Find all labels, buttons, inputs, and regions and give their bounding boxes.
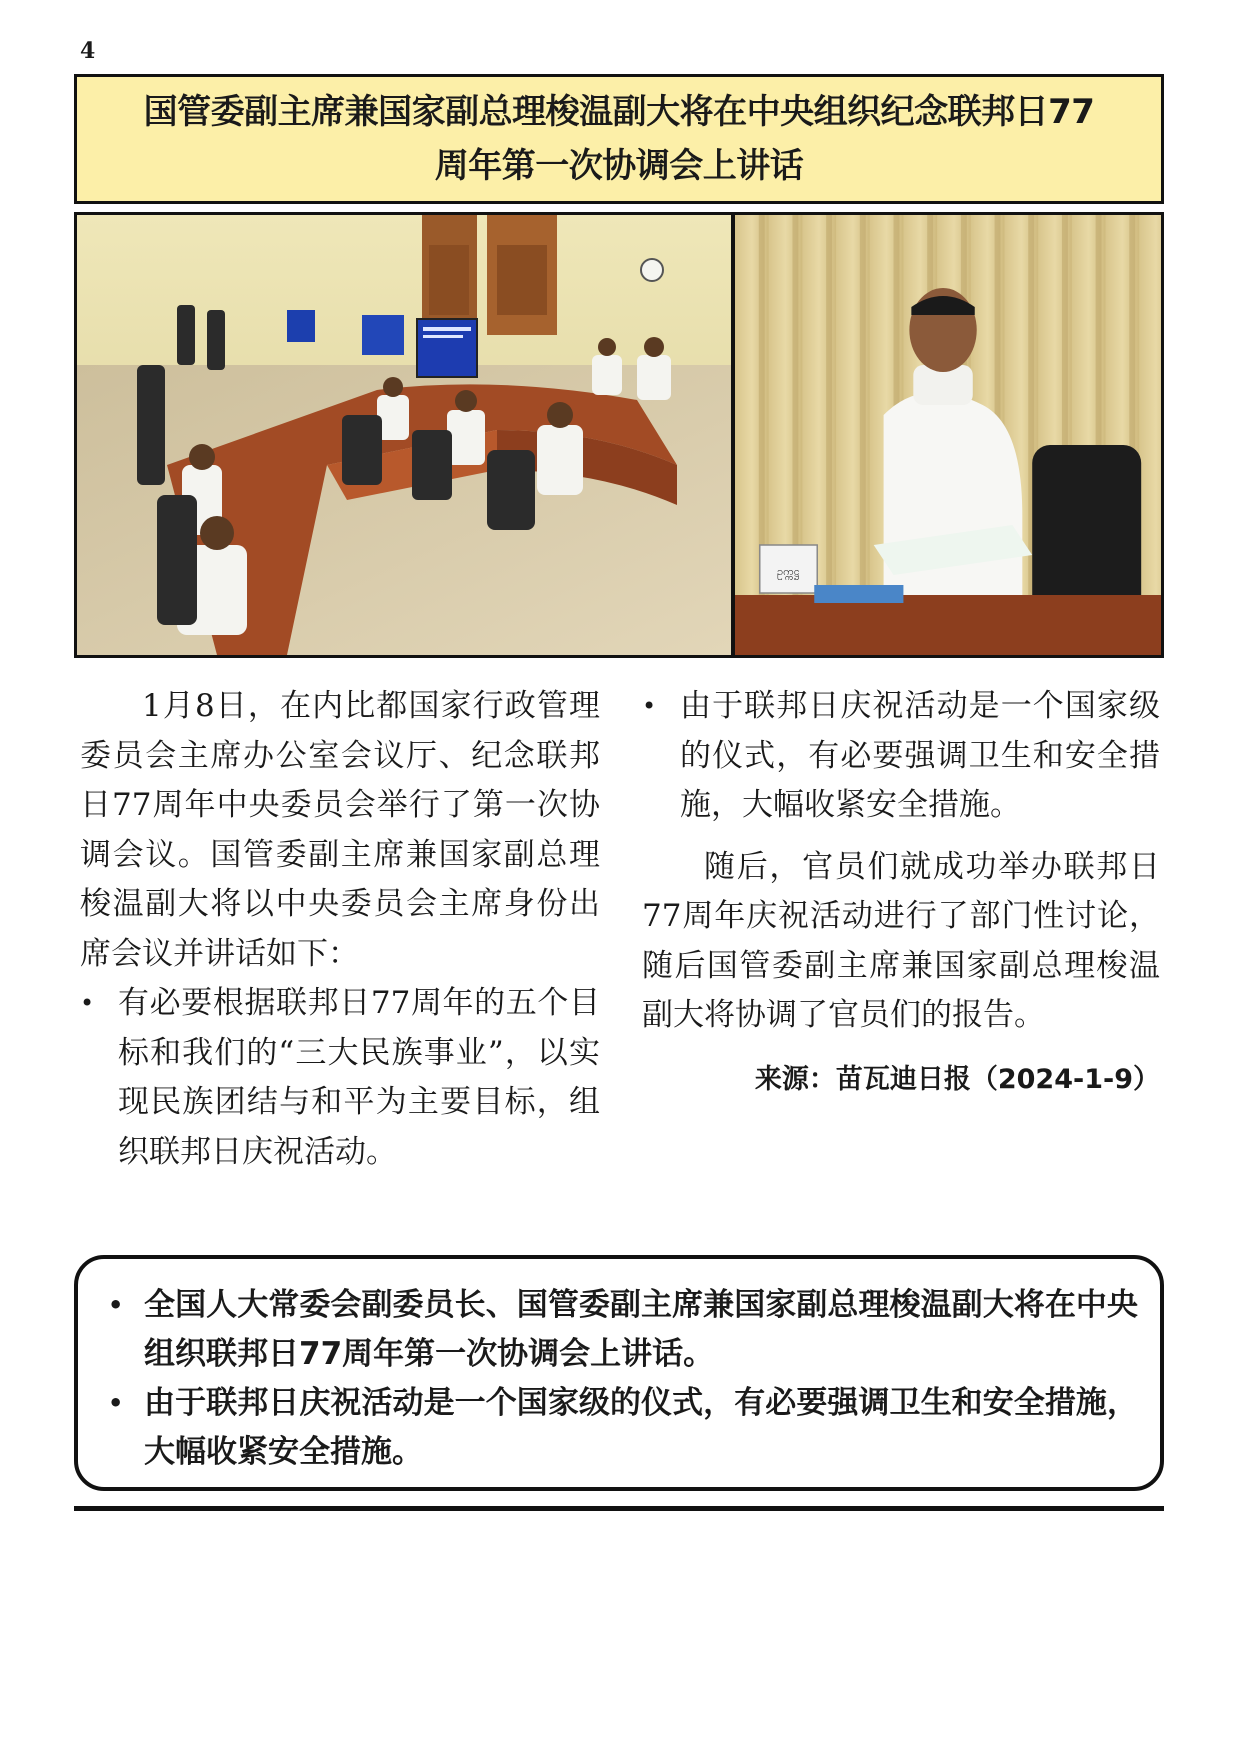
meeting-room-photo — [77, 215, 731, 655]
summary-item-1: • 全国人大常委会副委员长、国管委副主席兼国家副总理梭温副大将在中央组织联邦日77周年第一次协调会上讲话。 — [100, 1281, 1138, 1379]
article-intro-paragraph: 1月8日，在内比都国家行政管理委员会主席办公室会议厅、纪念联邦日77周年中央委员会举行了第一次协调会议。国管委副主席兼国家副总理梭温副大将以中央委员会主席身份出席会议并讲话如下： — [80, 688, 600, 972]
article-column-right — [642, 682, 1160, 1104]
article-column-left — [80, 682, 600, 1177]
headline-line-1: 国管委副主席兼国家副总理梭温副大将在中央组织纪念联邦日77 — [143, 92, 1095, 132]
summary-item-2: • 由于联邦日庆祝活动是一个国家级的仪式，有必要强调卫生和安全措施，大幅收紧安全措施。 — [100, 1379, 1138, 1477]
article-source: 来源：苗瓦迪日报（2024-1-9） — [754, 1063, 1160, 1095]
speaker-photo — [735, 215, 1161, 655]
article-followup-paragraph: 随后，官员们就成功举办联邦日77周年庆祝活动进行了部门性讨论，随后国管委副主席兼国家副总理梭温副大将协调了官员们的报告。 — [642, 848, 1160, 1033]
article-bullet-1: • 有必要根据联邦日77周年的五个目标和我们的“三大民族事业”，以实现民族团结与和平为主要目标，组织联邦日庆祝活动。 — [80, 979, 600, 1177]
photo-strip — [74, 212, 1164, 658]
nameplate-label: ဥက္ကဋ္ဌ — [777, 564, 800, 579]
headline-line-2: 周年第一次协调会上讲话 — [434, 146, 804, 186]
summary-box — [74, 1255, 1164, 1491]
bottom-divider — [74, 1506, 1164, 1511]
article-bullet-2: • 由于联邦日庆祝活动是一个国家级的仪式，有必要强调卫生和安全措施，大幅收紧安全措施。 — [642, 682, 1160, 831]
headline-box — [74, 74, 1164, 204]
page-number: 4 — [80, 38, 96, 64]
